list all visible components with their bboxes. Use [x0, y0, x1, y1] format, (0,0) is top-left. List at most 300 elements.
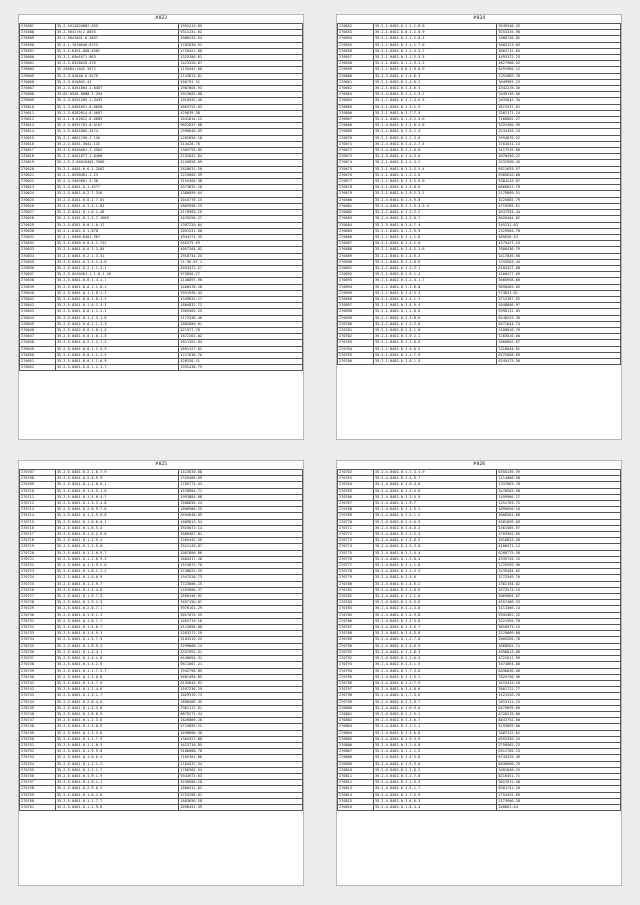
- amount-cell: 2690409.35: [179, 699, 303, 705]
- amount-cell: 3712387.92: [497, 296, 621, 302]
- reference-code-cell: 35.2-4.0402.0.1.2.5.0: [373, 618, 497, 624]
- amount-cell: 2179889.51: [497, 191, 621, 197]
- record-id-cell: 270796: [338, 680, 374, 686]
- page-title: #824: [472, 16, 486, 21]
- reference-code-cell: 35.2-5.0401.0.1.1.0.3: [55, 742, 179, 748]
- reference-code-cell: 35.2-5.0401.0.1.1.9.7: [55, 581, 179, 587]
- amount-cell: 1689813.54: [179, 519, 303, 525]
- amount-cell: 1453906.37: [179, 587, 303, 593]
- reference-code-cell: 35.2-4.0402.0.1.6.6.3: [373, 798, 497, 804]
- record-id-cell: 270693: [338, 278, 374, 284]
- reference-code-cell: 35.2-3.0402.0.1.4.6.3: [373, 73, 497, 79]
- reference-code-cell: 35.2-4.0402.0.1.2.4.8: [373, 742, 497, 748]
- amount-cell: 1329904.78: [497, 228, 621, 234]
- amount-cell: 6866631.79: [497, 185, 621, 191]
- reference-code-cell: 35.2-5.0401.0.0.1.1.2.1: [55, 309, 179, 315]
- amount-cell: 8175858.09: [497, 352, 621, 358]
- amount-cell: 774831.61: [497, 290, 621, 296]
- record-id-cell: 270776: [338, 556, 374, 562]
- record-id-cell: 270654: [338, 36, 374, 42]
- reference-code-cell: 35.2-1.0402.0.1.9.6.5: [373, 346, 497, 352]
- record-id-cell: 270664: [338, 98, 374, 104]
- record-id-cell: 270771: [338, 525, 374, 531]
- record-id-cell: 270651: [20, 358, 56, 364]
- amount-cell: 1362184.82: [497, 581, 621, 587]
- record-id-cell: 270741: [20, 680, 56, 686]
- record-id-cell: 270747: [20, 718, 56, 724]
- record-id-cell: 270688: [338, 247, 374, 253]
- amount-cell: 7901117.91: [179, 705, 303, 711]
- amount-cell: 3753296.01: [179, 792, 303, 798]
- record-id-cell: 270630: [20, 228, 56, 234]
- reference-code-cell: 35.2-4.0402.0.1.3.0.4: [373, 556, 497, 562]
- amount-cell: 975050.27: [179, 272, 303, 278]
- reference-code-cell: 35.2-1.0402.0.1.3.5.9.0: [373, 179, 497, 185]
- amount-cell: 421577.78: [179, 327, 303, 333]
- amount-cell: 4721611.99: [497, 656, 621, 662]
- amount-cell: 2215605.99: [179, 172, 303, 178]
- amount-cell: 4339745.15: [497, 556, 621, 562]
- amount-cell: 8216451.71: [497, 773, 621, 779]
- reference-code-cell: 35.2-1.0402.0.1.4.3.3: [373, 290, 497, 296]
- record-id-cell: 270780: [338, 581, 374, 587]
- reference-code-cell: 35.2-4.0402.0.1.9.5.5: [373, 736, 497, 742]
- reference-code-cell: 35.2-5.0401.0.1.3.3.4.8: [55, 501, 179, 507]
- amount-cell: 348661.64: [497, 804, 621, 810]
- record-id-cell: 270606: [20, 79, 56, 85]
- reference-code-cell: 35.2-1.0402.0.1.4.6.2: [373, 253, 497, 259]
- reference-code-cell: 35.2-4.0402.0.1.2.0.8: [373, 148, 497, 154]
- reference-code-cell: 35.2-5-0201.0.0.1.0.17: [55, 222, 179, 228]
- reference-code-cell: 35.2-4.0402.0.1.4.6.2: [373, 581, 497, 587]
- record-id-cell: 270762: [338, 470, 374, 476]
- amount-cell: 1016833.28: [497, 538, 621, 544]
- amount-cell: 4033472.27: [179, 265, 303, 271]
- amount-cell: 6575895.69: [497, 705, 621, 711]
- reference-code-cell: 35.2-5.0401.0.1.5.7.9: [55, 637, 179, 643]
- reference-code-cell: 35.2-4.0402.0.1.1.1.5.7: [373, 92, 497, 98]
- amount-cell: 9611007.21: [179, 662, 303, 668]
- reference-code-cell: 35.2-4.0402.0.1.9.6: [373, 575, 497, 581]
- reference-code-cell: 35.2-4.0402.0.1.2.0.7: [373, 216, 497, 222]
- reference-code-cell: 35.2-5.0401.0.1.8.1.7: [55, 618, 179, 624]
- record-id-cell: 270637: [20, 272, 56, 278]
- record-id-cell: 270795: [338, 674, 374, 680]
- record-id-cell: 270657: [338, 55, 374, 61]
- record-id-cell: 270806: [338, 742, 374, 748]
- record-id-cell: 270812: [338, 780, 374, 786]
- amount-cell: 4057204.82: [179, 247, 303, 253]
- record-id-cell: 270772: [338, 532, 374, 538]
- reference-code-cell: 35.2-4.0402.0.1.3.9.7: [373, 699, 497, 705]
- document-page-2: [336, 14, 622, 440]
- amount-cell: 3230900.18: [179, 780, 303, 786]
- reference-code-cell: 35.02.0326.0080.1.294: [55, 92, 179, 98]
- reference-code-cell: 35.2-5-0401.0.0.1.1.1.7: [55, 365, 179, 371]
- record-id-cell: 270815: [338, 798, 374, 804]
- reference-code-cell: 35.2-4.0402.0.1.1.8.2: [373, 767, 497, 773]
- amount-cell: 3481048.25: [497, 767, 621, 773]
- reference-code-cell: 35.2-1.0402.0.1.9.1.4: [373, 272, 497, 278]
- reference-code-cell: 35.2-1.0402.0.1.1.0.6: [373, 309, 497, 315]
- reference-code-cell: 35.2-5.0401.0.2.0.4.6: [55, 699, 179, 705]
- amount-cell: 1349832.17: [179, 296, 303, 302]
- reference-code-cell: 35.2-5.0401.0.1.0.2.6: [55, 792, 179, 798]
- amount-cell: 5113306.14: [497, 606, 621, 612]
- reference-code-cell: 35.2-5.0401.0.1.0.8.0.1: [55, 519, 179, 525]
- reference-code-cell: 35.2-5.0401.0.1.2.3.6: [55, 718, 179, 724]
- record-id-cell: 270690: [338, 259, 374, 265]
- amount-cell: 5668958.60: [497, 278, 621, 284]
- reference-code-cell: 35.2-4.0402.0.1.9.7: [373, 501, 497, 507]
- record-id-cell: 270764: [338, 482, 374, 488]
- record-id-cell: 270616: [20, 141, 56, 147]
- amount-cell: 3103319.25: [179, 637, 303, 643]
- reference-code-cell: 35.2-4.0402.0.1.5.9.0: [373, 761, 497, 767]
- record-id-cell: 270708: [20, 476, 56, 482]
- record-id-cell: 270720: [20, 550, 56, 556]
- record-id-cell: 270749: [20, 730, 56, 736]
- record-id-cell: 270632: [20, 241, 56, 247]
- record-id-cell: 270623: [20, 185, 56, 191]
- record-id-cell: 270715: [20, 519, 56, 525]
- record-id-cell: 270699: [338, 315, 374, 321]
- record-id-cell: 270633: [20, 247, 56, 253]
- record-id-cell: 270748: [20, 724, 56, 730]
- amount-cell: 5647334.44: [497, 210, 621, 216]
- record-id-cell: 270726: [20, 587, 56, 593]
- record-id-cell: 270710: [20, 488, 56, 494]
- amount-cell: 7283010.60: [497, 334, 621, 340]
- reference-code-cell: 35.2-1.0402.0.1.2.4.1.7: [373, 278, 497, 284]
- reference-code-cell: 35.2-5.0401.0.0.1.1.0.1: [55, 284, 179, 290]
- amount-cell: 3487412.61: [497, 730, 621, 736]
- reference-code-cell: 35.2-5.0401.0.0.1.0.1.2: [55, 296, 179, 302]
- amount-cell: 1872262.02: [179, 334, 303, 340]
- amount-cell: 1785773.43: [179, 482, 303, 488]
- document-page-4: [336, 460, 622, 886]
- record-id-cell: 270696: [338, 296, 374, 302]
- record-id-cell: 270777: [338, 563, 374, 569]
- record-id-cell: 270809: [338, 761, 374, 767]
- record-id-cell: 270768: [338, 507, 374, 513]
- amount-cell: 1303793.85: [179, 148, 303, 154]
- reference-code-cell: 35.2-5.0401.0.1.2.7.9: [55, 736, 179, 742]
- record-id-cell: 270667: [338, 117, 374, 123]
- record-id-cell: 270695: [338, 290, 374, 296]
- amount-cell: 2180816.76: [497, 327, 621, 333]
- reference-code-cell: 35.2-3.0291209.1.3433: [55, 98, 179, 104]
- record-id-cell: 270736: [20, 649, 56, 655]
- reference-code-cell: 35.2-3.0326018.476: [55, 61, 179, 67]
- record-id-cell: 270639: [20, 284, 56, 290]
- record-id-cell: 270662: [338, 86, 374, 92]
- reference-code-cell: 35.2-1.0661290.1.126: [55, 135, 179, 141]
- record-id-cell: 270610: [20, 104, 56, 110]
- amount-cell: 6135644.91: [179, 680, 303, 686]
- amount-cell: 3648808.97: [497, 303, 621, 309]
- reference-code-cell: 35.2-4.0402.0.1.6.6.2: [373, 525, 497, 531]
- reference-code-cell: 35.2-5.0401.0.1.2.6.9.2: [55, 556, 179, 562]
- amount-cell: 5681498.85: [179, 674, 303, 680]
- amount-cell: 1029319.73: [179, 693, 303, 699]
- reference-code-cell: 35.2-1-0102.0.1.878: [55, 228, 179, 234]
- amount-cell: 8248233.36: [497, 315, 621, 321]
- amount-cell: 2035042.34: [497, 98, 621, 104]
- reference-code-cell: 35.2-5.2-04010401.3580: [55, 160, 179, 166]
- record-id-cell: 270732: [20, 625, 56, 631]
- record-id-cell: 270733: [20, 631, 56, 637]
- reference-code-cell: 35.2-5.0401.0.1.0.1.1: [55, 780, 179, 786]
- record-id-cell: 270778: [338, 569, 374, 575]
- amount-cell: 5941962.22: [497, 612, 621, 618]
- amount-cell: 7625750.50: [497, 674, 621, 680]
- record-id-cell: 270784: [338, 606, 374, 612]
- reference-code-cell: 35.2-5.0401.0.1.2.5.4: [55, 538, 179, 544]
- reference-code-cell: 35.2-1.0402.0.1.9.2.1: [373, 334, 497, 340]
- record-id-cell: 270605: [20, 73, 56, 79]
- record-id-cell: 270672: [338, 148, 374, 154]
- reference-code-cell: 35.2-1.0-82012.0.6689: [55, 117, 179, 123]
- reference-code-cell: 35.2-1.0402.0.1.2.3.8: [373, 321, 497, 327]
- record-id-cell: 270661: [338, 79, 374, 85]
- amount-cell: 1387220.04: [179, 222, 303, 228]
- record-id-cell: 270674: [338, 160, 374, 166]
- amount-cell: 7723606.15: [179, 581, 303, 587]
- reference-code-cell: 35.2-4.0402.0.1.4.3.8: [373, 631, 497, 637]
- amount-cell: 3976161.29: [179, 606, 303, 612]
- amount-cell: 1088720.82: [497, 36, 621, 42]
- amount-cell: 6992350.24: [497, 736, 621, 742]
- amount-cell: 6511693.57: [497, 166, 621, 172]
- records-table: [19, 469, 303, 811]
- amount-cell: 5931935.43: [179, 290, 303, 296]
- amount-cell: 1291869.78: [497, 73, 621, 79]
- reference-code-cell: 35.2-4.0402.0.1.1.3.3: [373, 780, 497, 786]
- reference-code-cell: 35.2-1.0402.0.1.2.3.1: [373, 265, 497, 271]
- amount-cell: 4943371.35: [179, 234, 303, 240]
- amount-cell: 6288775.28: [497, 550, 621, 556]
- record-id-cell: 270729: [20, 606, 56, 612]
- amount-cell: 3994870.22: [497, 135, 621, 141]
- amount-cell: 2232847.84: [179, 154, 303, 160]
- record-id-cell: 270689: [338, 253, 374, 259]
- reference-code-cell: 35.2-5.0401.0.2.1.3.41: [55, 253, 179, 259]
- amount-cell: 4557486.33: [497, 600, 621, 606]
- record-id-cell: 270773: [338, 538, 374, 544]
- reference-code-cell: 35.2-5.0401.0.1.9.7.3: [55, 594, 179, 600]
- amount-cell: 465630.43: [497, 234, 621, 240]
- record-id-cell: 270755: [20, 767, 56, 773]
- amount-cell: 1782630.51: [179, 42, 303, 48]
- reference-code-cell: 35.2-3.010841.41: [55, 79, 179, 85]
- page-title: #826: [472, 462, 486, 467]
- reference-code-cell: 35.2-1.0402.0.1.3.1.3: [373, 104, 497, 110]
- record-id-cell: 270800: [338, 705, 374, 711]
- record-id-cell: 270609: [20, 98, 56, 104]
- reference-code-cell: 35.2-5.0401.0.1.9.1.9: [55, 773, 179, 779]
- record-id-cell: 270591: [20, 48, 56, 54]
- record-id-cell: 270624: [20, 191, 56, 197]
- record-id-cell: 270680: [338, 197, 374, 203]
- amount-cell: 3470503.58: [497, 488, 621, 494]
- amount-cell: 2615121.15: [497, 699, 621, 705]
- amount-cell: 9186008.78: [179, 749, 303, 755]
- reference-code-cell: 35.2-1.0402.0.1.4.6.2: [373, 79, 497, 85]
- record-id-cell: 270737: [20, 656, 56, 662]
- amount-cell: 3005123.83: [497, 42, 621, 48]
- reference-code-cell: 35.2-1.0402.0.1.3.2.2.4: [373, 166, 497, 172]
- amount-cell: 1282056.18: [179, 135, 303, 141]
- reference-code-cell: 35.2-5411820882.055: [55, 24, 179, 30]
- amount-cell: 1578904.71: [179, 488, 303, 494]
- record-id-cell: 270783: [338, 600, 374, 606]
- reference-code-cell: 35.2-1.0402.0.1.1.1.7.6: [373, 42, 497, 48]
- reference-code-cell: 35.2-3641(6)2.8035: [55, 30, 179, 36]
- record-id-cell: 270763: [338, 476, 374, 482]
- record-id-cell: 270643: [20, 309, 56, 315]
- record-id-cell: 270706: [338, 358, 374, 364]
- reference-code-cell: 35.2-5.0401.0.2.1.1.7.2: [55, 340, 179, 346]
- record-id-cell: 270805: [338, 736, 374, 742]
- reference-code-cell: 35.2-4.0402.0.1.4.2.7.5: [373, 141, 497, 147]
- record-id-cell: 270668: [338, 123, 374, 129]
- amount-cell: 2628631.20: [179, 166, 303, 172]
- reference-code-cell: 35.2-5.0401.0.1.1.7.7: [55, 798, 179, 804]
- table-row: [20, 804, 303, 810]
- reference-code-cell: 35.2-1.0402.0.1.3.8.6: [373, 315, 497, 321]
- record-id-cell: 270752: [20, 749, 56, 755]
- amount-cell: 6671644.74: [497, 321, 621, 327]
- amount-cell: 2140897.96: [179, 278, 303, 284]
- record-id-cell: 270646: [20, 327, 56, 333]
- amount-cell: 3235404.02: [497, 569, 621, 575]
- reference-code-cell: 35.2-1.0402.0.1.1.4.5.7: [373, 48, 497, 54]
- amount-cell: 3301171.24: [497, 110, 621, 116]
- reference-code-cell: 35.2-4.0402.0.1.8.4.4: [373, 804, 497, 810]
- amount-cell: 1806988.25: [179, 507, 303, 513]
- record-id-cell: 270682: [338, 210, 374, 216]
- reference-code-cell: 35.2-5.0401.0.1.3.1.7: [55, 693, 179, 699]
- reference-code-cell: 35.2-5.0201.0.1.4.1.4.6: [55, 259, 179, 265]
- amount-cell: 1965502.25: [179, 309, 303, 315]
- reference-code-cell: 35.2-5-6491.000.6582: [55, 48, 179, 54]
- reference-code-cell: 35.2-4.0402.0.1.7.3.6: [373, 668, 497, 674]
- reference-code-cell: 35.2-5.0201.0.1.0.1.3.1: [55, 303, 179, 309]
- record-id-cell: 270709: [20, 482, 56, 488]
- record-id-cell: 270681: [338, 203, 374, 209]
- reference-code-cell: 35.2-5.0402.0.1.4.3.0: [373, 154, 497, 160]
- reference-code-cell: 35.2-4.0402.0.1.3.1.5: [373, 662, 497, 668]
- reference-code-cell: 35.2-1-7610640.6723: [55, 42, 179, 48]
- reference-code-cell: 35.2-4-0201.6.0.1.7.01: [55, 197, 179, 203]
- amount-cell: 9311231.02: [179, 30, 303, 36]
- reference-code-cell: 35.2-5.0401.0.1.9.9.3: [55, 643, 179, 649]
- amount-cell: 4342278.36: [497, 86, 621, 92]
- reference-code-cell: 35.2-5.0401.0.1.0.6.9: [55, 575, 179, 581]
- record-id-cell: 270653: [338, 30, 374, 36]
- record-id-cell: 270758: [20, 786, 56, 792]
- record-id-cell: 270781: [338, 587, 374, 593]
- record-id-cell: 270655: [338, 42, 374, 48]
- reference-code-cell: 35.2-4.0402.0.1.2.3.0: [373, 606, 497, 612]
- amount-cell: 1947528.73: [179, 575, 303, 581]
- record-id-cell: 270724: [20, 575, 56, 581]
- reference-code-cell: 35.2-5.0401.0.1.4.9.1: [55, 631, 179, 637]
- reference-code-cell: 35.2-5.0201.0.2.0.9.9: [55, 476, 179, 482]
- amount-cell: 2891127.62: [179, 346, 303, 352]
- page-title: #825: [154, 462, 168, 467]
- reference-code-cell: 35.2-5.0401.0.1.4.4.8: [55, 587, 179, 593]
- reference-code-cell: 35.2-5.0401.0.1.2.5.0: [55, 544, 179, 550]
- record-id-cell: 270626: [20, 203, 56, 209]
- record-id-cell: 270627: [20, 210, 56, 216]
- reference-code-cell: 35.2-5.0401.0.1.9.1.3: [55, 600, 179, 606]
- amount-cell: 5243455.24: [497, 129, 621, 135]
- amount-cell: 4279427.24: [497, 241, 621, 247]
- reference-code-cell: 35.2-4.0402.0.1.3.0.6: [373, 730, 497, 736]
- amount-cell: 1754492.69: [497, 792, 621, 798]
- document-page-1: [18, 14, 304, 440]
- reference-code-cell: 35.2-5.0401.0.1.0.6.4: [55, 755, 179, 761]
- record-id-cell: 270588: [20, 30, 56, 36]
- amount-cell: 3226858.09: [179, 160, 303, 166]
- record-id-cell: 270676: [338, 172, 374, 178]
- reference-code-cell: 35.2-1.0402.0.1.3.8.6: [373, 185, 497, 191]
- amount-cell: 6743433.49: [497, 755, 621, 761]
- record-id-cell: 270697: [338, 303, 374, 309]
- amount-cell: 2987804.93: [179, 86, 303, 92]
- reference-code-cell: 35.2-1.0402.0.1.1.2.5.5: [373, 55, 497, 61]
- reference-code-cell: 35.2-1.0402.0.1.0.1.5: [373, 358, 497, 364]
- record-id-cell: 270802: [338, 718, 374, 724]
- record-id-cell: 270788: [338, 631, 374, 637]
- reference-code-cell: 35.2-1.0402.0.1.9.2.2.1: [373, 191, 497, 197]
- amount-cell: 1168477.69: [497, 272, 621, 278]
- reference-code-cell: 35.2-4.0402.0.1.5.8.5: [373, 538, 497, 544]
- record-id-cell: 270615: [20, 135, 56, 141]
- amount-cell: 1778399.90: [497, 563, 621, 569]
- amount-cell: 11.96.07.1: [179, 259, 303, 265]
- reference-code-cell: 35.2-1.0402.0.1.1.1.8: [373, 234, 497, 240]
- reference-code-cell: 35.2-4.0402.0.1.3.3.8: [373, 544, 497, 550]
- amount-cell: 1143874.81: [179, 73, 303, 79]
- record-id-cell: 270791: [338, 649, 374, 655]
- record-id-cell: 270816: [338, 804, 374, 810]
- reference-code-cell: 35.2-5041601.0.2857: [55, 36, 179, 42]
- reference-code-cell: 35.2-4.0402.0.1.5.6.9: [373, 519, 497, 525]
- record-id-cell: 270801: [338, 711, 374, 717]
- reference-code-cell: 35.2-3-0201.3041.132: [55, 141, 179, 147]
- amount-cell: 3748622.25: [179, 569, 303, 575]
- amount-cell: 1135445.00: [179, 67, 303, 73]
- reference-code-cell: 35.2-4.0402.0.1.7.3.6: [373, 693, 497, 699]
- record-id-cell: 270675: [338, 166, 374, 172]
- amount-cell: 1460478.28: [179, 284, 303, 290]
- record-id-cell: 270813: [338, 786, 374, 792]
- records-table: [337, 469, 621, 811]
- record-id-cell: 270666: [338, 110, 374, 116]
- record-id-cell: 270775: [338, 550, 374, 556]
- record-id-cell: 270716: [20, 525, 56, 531]
- amount-cell: 2720421.00: [179, 48, 303, 54]
- reference-code-cell: 35.2-1.0402.0.1.4.9.4: [373, 303, 497, 309]
- record-id-cell: 270739: [20, 668, 56, 674]
- amount-cell: 3868501.11: [497, 643, 621, 649]
- record-id-cell: 270750: [20, 736, 56, 742]
- reference-code-cell: 35.2-5.0401.0.1.2.0.9.7: [55, 550, 179, 556]
- record-id-cell: 270792: [338, 656, 374, 662]
